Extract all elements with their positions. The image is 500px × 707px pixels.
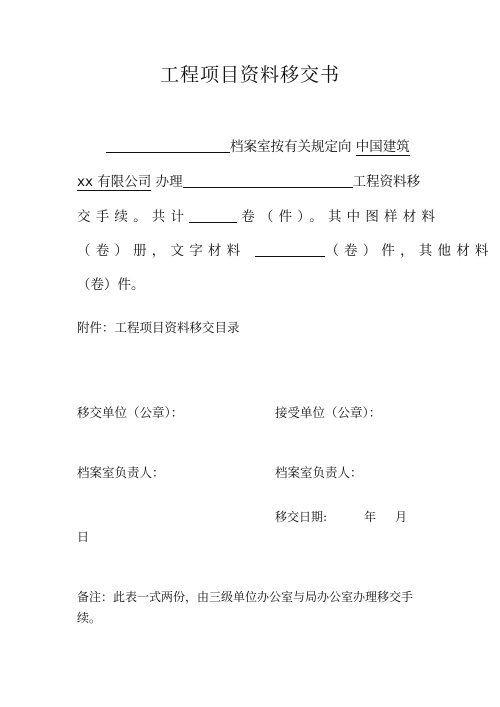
date-day: 日 (77, 530, 90, 544)
blank-volume-count[interactable] (189, 208, 237, 223)
handover-date-label: 移交日期: (275, 510, 328, 524)
archive-head-right-label: 档案室负责人： (275, 465, 363, 480)
para-text: 档案室按有关规定向 (230, 139, 356, 155)
para-text: 办理 (151, 174, 183, 190)
handover-unit-label: 移交单位（公章）： (77, 405, 184, 420)
blank-text-material[interactable] (255, 242, 325, 257)
para-line-5 (77, 273, 145, 293)
para-line-1 (106, 135, 410, 155)
blank-project[interactable] (183, 173, 353, 188)
org-name-cont: xx 有限公司 (77, 174, 152, 190)
org-name: 中国建筑 (355, 139, 410, 155)
para-line-4 (77, 239, 494, 259)
para-text: （卷）册，文字材料 (77, 243, 246, 259)
para-text: 交手续。共计 (77, 209, 190, 225)
attachment-line: 附件：工程项目资料移交目录 (77, 320, 240, 335)
note-line-1: 备注：此表一式两份，由三级单位办公室与局办公室办理移交手 (77, 590, 414, 604)
para-line-3 (77, 205, 440, 225)
document-title: 工程项目资料移交书 (159, 64, 340, 86)
archive-head-left-label: 档案室负责人： (77, 465, 165, 480)
para-text: 卷（件）。其中图样材料 (241, 209, 441, 225)
para-line-2 (77, 170, 420, 190)
date-year: 年 (364, 510, 377, 524)
para-text: （卷）件。 (77, 277, 145, 293)
blank-recipient[interactable] (106, 138, 230, 153)
date-month: 月 (395, 510, 408, 524)
para-text: （卷）件，其他材料 (325, 243, 494, 259)
receive-unit-label: 接受单位（公章）： (275, 405, 382, 420)
para-text: 工程资料移 (352, 174, 421, 190)
note-line-2: 续。 (77, 611, 102, 625)
